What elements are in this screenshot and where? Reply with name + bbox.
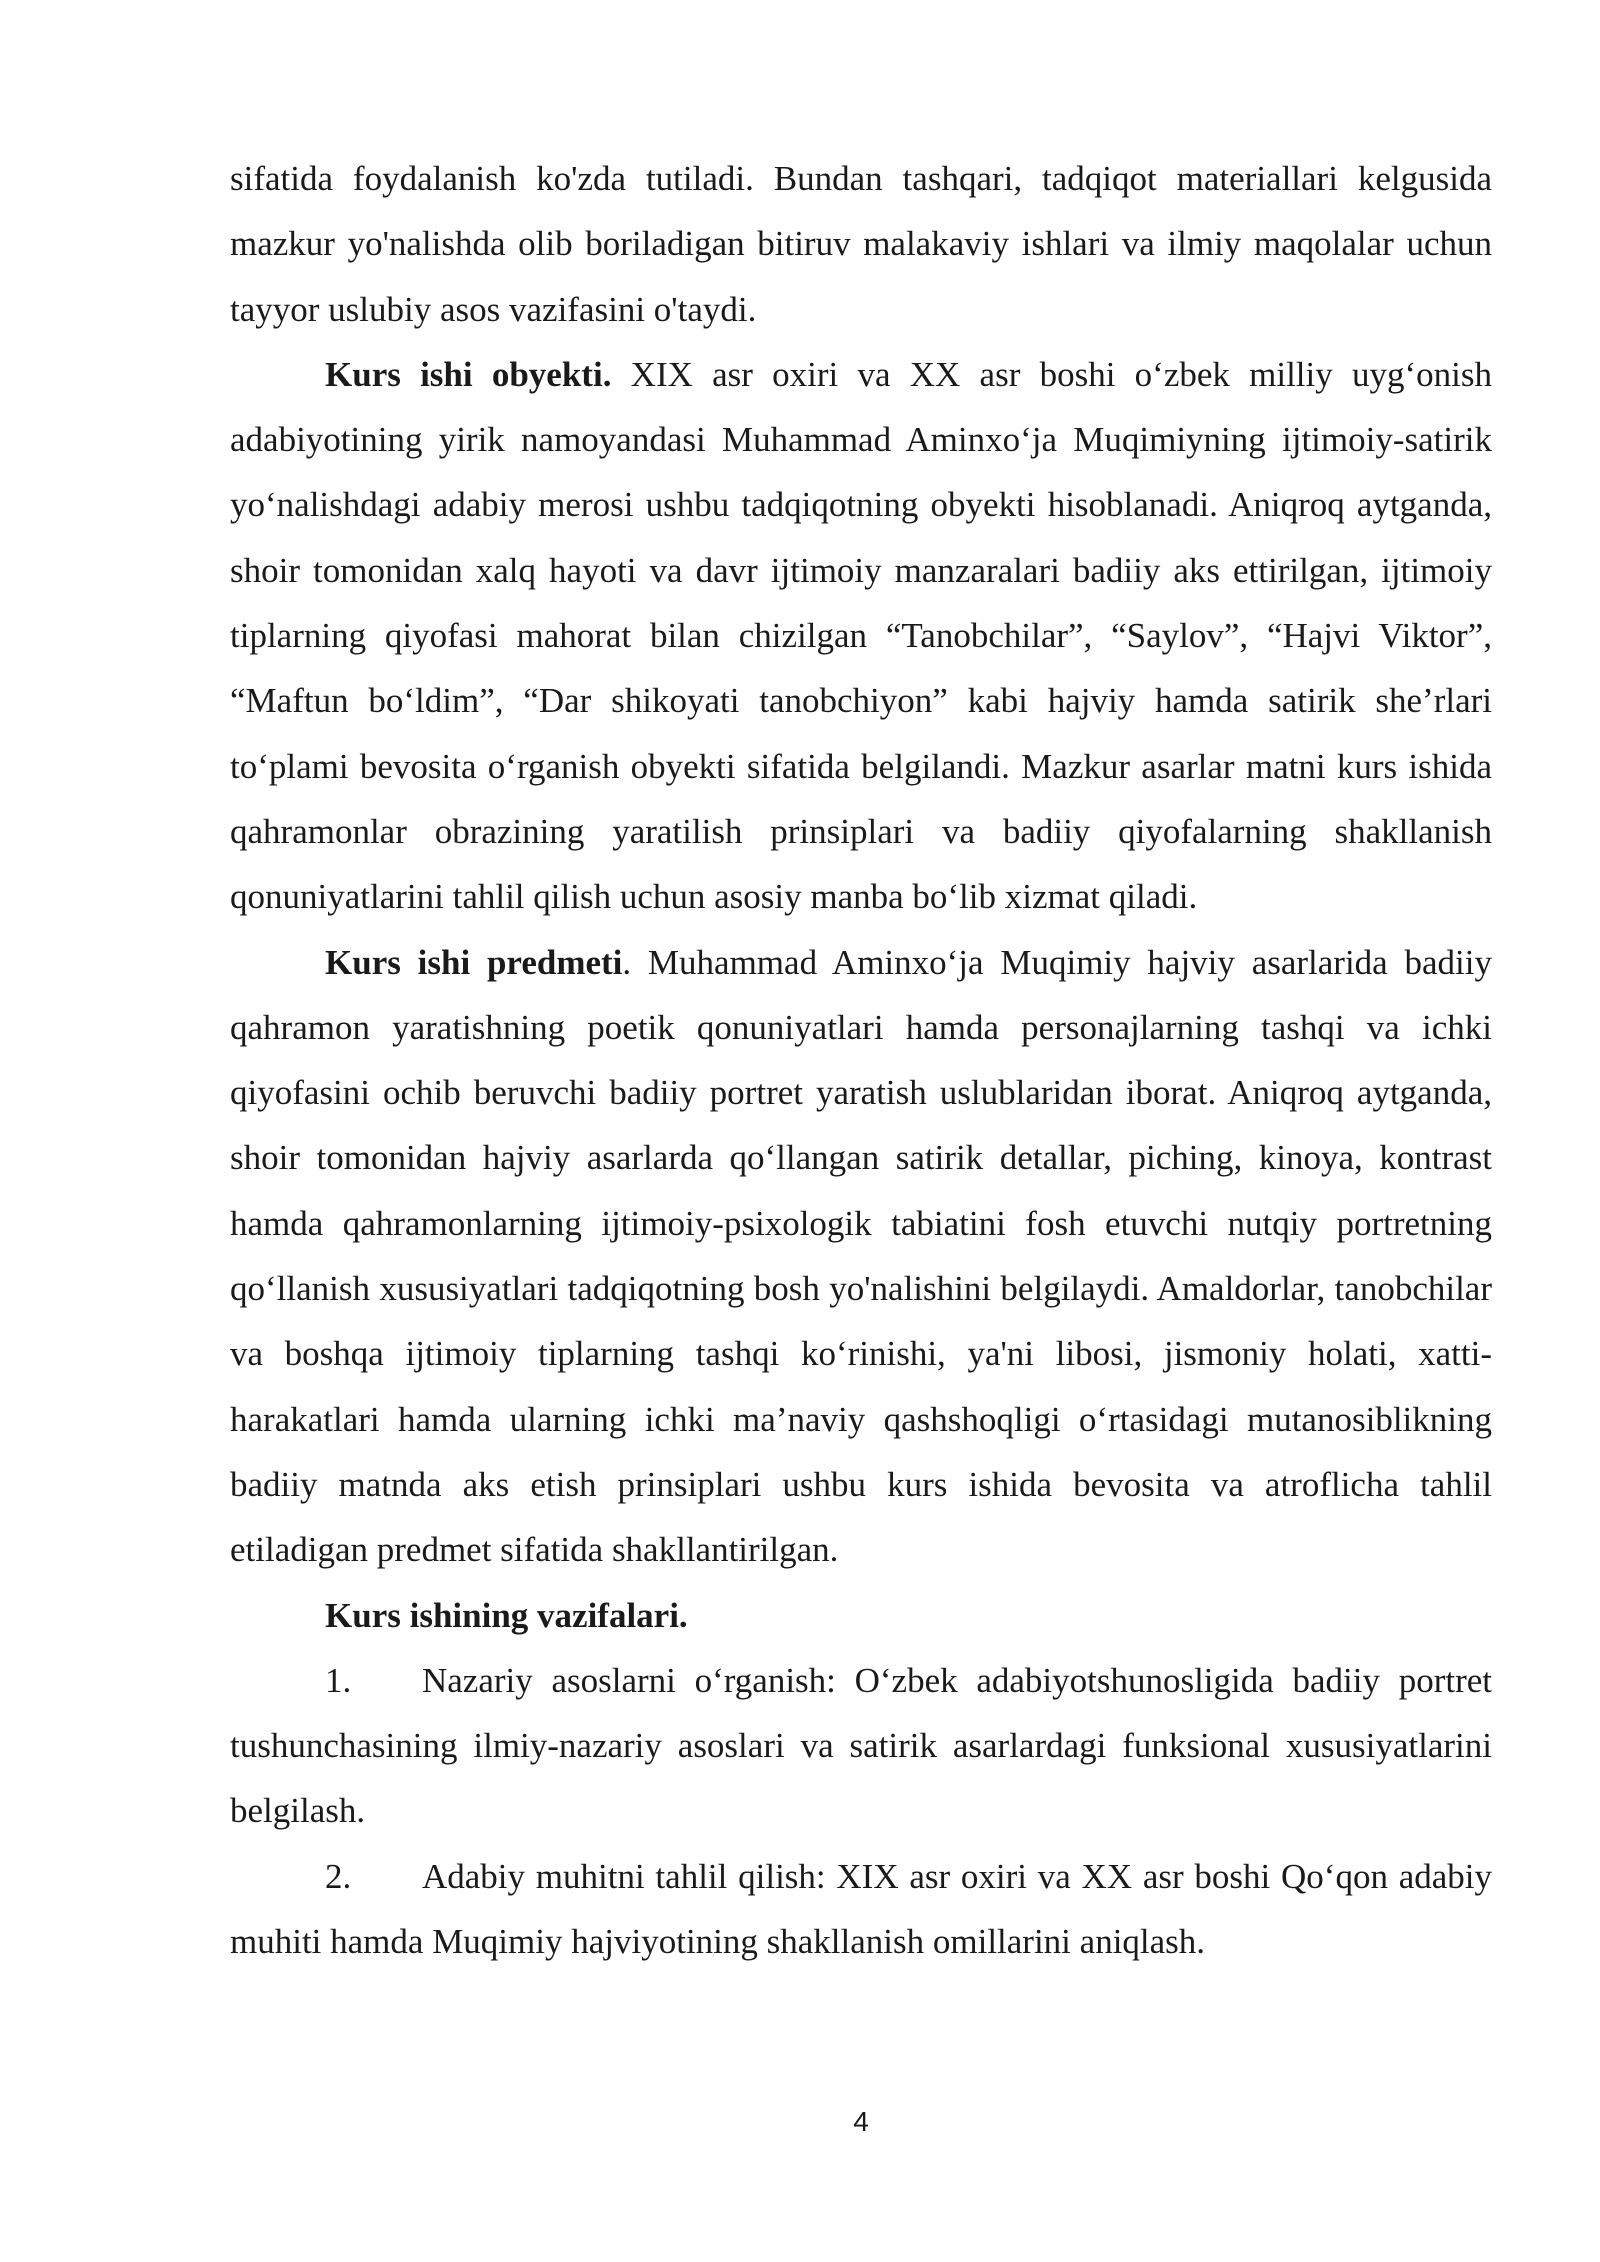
object-heading: Kurs ishi obyekti. bbox=[325, 354, 612, 394]
object-body: XIX asr oxiri va XX asr boshi o‘zbek milliy uyg‘onish adabiyotining yirik namoyandasi Muhammad Aminxo‘ja Muqimiyning ijtimoiy-satirik yo‘nalishdagi adabiy merosi ushbu tadqiqotning obyekti hisoblanadi. Aniqroq aytganda, shoir tomonidan xalq hayoti va davr ijtimoiy manzaralari badiiy aks ettirilgan, ijtimoiy tiplarning qiyofasi mahorat bilan chizilgan “Tanobchilar”, “Saylov”, “Hajvi Viktor”, “Maftun bo‘ldim”, “Dar shikoyati tanobchiyon” kabi hajviy hamda satirik she’rlari to‘plami bevosita o‘rganish obyekti sifatida belgilandi. Mazkur asarlar matni kurs ishida qahramonlar obrazining yaratilish prinsiplari va badiiy qiyofalarning shakllanish qonuniyatlarini tahlil qilish uchun asosiy manba bo‘lib xizmat qiladi. bbox=[230, 354, 1492, 917]
task-number: 2. bbox=[325, 1856, 352, 1896]
task-item bbox=[230, 1648, 1492, 1844]
page-number: 4 bbox=[853, 2106, 869, 2137]
subject-body: . Muhammad Aminxo‘ja Muqimiy hajviy asarlarida badiiy qahramon yaratishning poetik qonuniyatlari hamda personajlarning tashqi va ichki qiyofasini ochib beruvchi badiiy portret yaratish uslublaridan iborat. Aniqroq aytganda, shoir tomonidan hajviy asarlarda qo‘llangan satirik detallar, piching, kinoya, kontrast hamda qahramonlarning ijtimoiy-psixologik tabiatini fosh etuvchi nutqiy portretning qo‘llanish xususiyatlari tadqiqotning bosh yo'nalishini belgilaydi. Amaldorlar, tanobchilar va boshqa ijtimoiy tiplarning tashqi ko‘rinishi, ya'ni libosi, jismoniy holati, xatti-harakatlari hamda ularning ichki ma’naviy qashshoqligi o‘rtasidagi mutanosiblikning badiiy matnda aks etish prinsiplari ushbu kurs ishida bevosita va atroflicha tahlil etiladigan predmet sifatida shakllantirilgan. bbox=[230, 942, 1492, 1570]
object-paragraph bbox=[230, 342, 1492, 930]
tasks-heading: Kurs ishining vazifalari. bbox=[325, 1595, 688, 1635]
intro-paragraph: sifatida foydalanish ko'zda tutiladi. Bundan tashqari, tadqiqot materiallari kelgusida mazkur yo'nalishda olib boriladigan bitiruv malakaviy ishlari va ilmiy maqolalar uchun tayyor uslubiy asos vazifasini o'taydi. bbox=[230, 159, 1492, 329]
task-number: 1. bbox=[325, 1660, 352, 1700]
subject-paragraph bbox=[230, 930, 1492, 1583]
task-text: Adabiy muhitni tahlil qilish: XIX asr oxiri va XX asr boshi Qo‘qon adabiy muhiti hamda Muqimiy hajviyotining shakllanish omillarini aniqlash. bbox=[230, 1856, 1492, 1962]
task-text: Nazariy asoslarni o‘rganish: O‘zbek adabiyotshunosligida badiiy portret tushunchasining ilmiy-nazariy asoslari va satirik asarlardagi funksional xususiyatlarini belgilash. bbox=[230, 1660, 1492, 1831]
body-text bbox=[230, 146, 1492, 1974]
task-item bbox=[230, 1844, 1492, 1975]
subject-heading: Kurs ishi predmeti bbox=[325, 942, 623, 982]
